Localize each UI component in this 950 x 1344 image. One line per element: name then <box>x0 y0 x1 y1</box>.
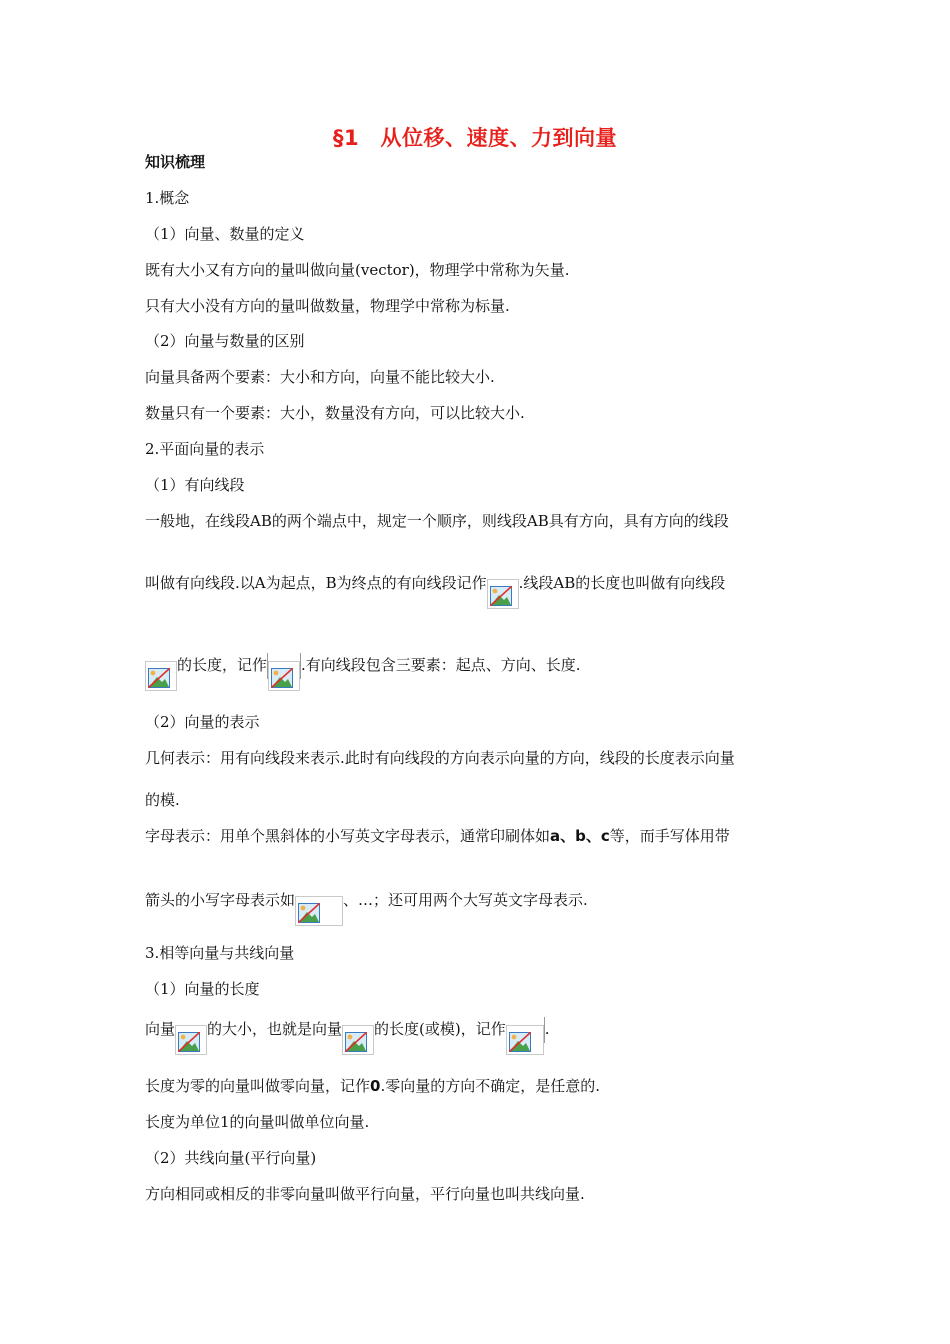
paragraph-text: 叫做有向线段.以A为起点，B为终点的有向线段记作 <box>145 574 487 592</box>
broken-image-icon <box>342 1025 374 1055</box>
section-1-paragraph-1: 既有大小又有方向的量叫做向量(vector)，物理学中常称为矢量. <box>145 261 570 279</box>
paragraph-text: 、…；还可用两个大写英文字母表示. <box>343 891 588 909</box>
broken-image-icon <box>175 1025 207 1055</box>
section-3-paragraph-1 <box>145 1015 550 1045</box>
section-2-sub-2: （2）向量的表示 <box>145 713 260 731</box>
paragraph-text: 等，而手写体用带 <box>609 827 730 845</box>
section-3-paragraph-4: 方向相同或相反的非零向量叫做平行向量，平行向量也叫共线向量. <box>145 1185 585 1203</box>
section-1-sub-2: （2）向量与数量的区别 <box>145 332 305 350</box>
section-3-paragraph-3: 长度为单位1的向量叫做单位向量. <box>145 1113 370 1131</box>
section-2-label: 2.平面向量的表示 <box>145 440 265 458</box>
section-2-paragraph-6 <box>145 825 730 847</box>
paragraph-text: .有向线段包含三要素：起点、方向、长度. <box>301 656 581 674</box>
broken-image-icon <box>487 579 519 609</box>
paragraph-text: 的大小，也就是向量 <box>207 1020 343 1038</box>
paragraph-text: .零向量的方向不确定，是任意的. <box>380 1077 600 1095</box>
section-3-label: 3.相等向量与共线向量 <box>145 944 295 962</box>
paragraph-text: .线段AB的长度也叫做有向线段 <box>518 574 726 592</box>
paragraph-text: 向量 <box>145 1020 176 1038</box>
section-3-paragraph-2 <box>145 1075 600 1097</box>
broken-image-icon <box>295 896 343 926</box>
paragraph-text: 长度为零的向量叫做零向量，记作 <box>145 1077 371 1095</box>
paragraph-text: 的长度，记作 <box>177 656 268 674</box>
section-heading: 知识梳理 <box>145 153 206 171</box>
bold-zero: 0 <box>370 1077 381 1095</box>
broken-image-icon <box>506 1025 544 1055</box>
section-1-sub-1: （1）向量、数量的定义 <box>145 225 305 243</box>
section-2-paragraph-5: 的模. <box>145 791 180 809</box>
section-1-paragraph-2: 只有大小没有方向的量叫做数量，物理学中常称为标量. <box>145 297 510 315</box>
broken-image-icon <box>145 661 177 691</box>
section-2-paragraph-2 <box>145 569 725 599</box>
section-2-sub-1: （1）有向线段 <box>145 476 245 494</box>
paragraph-text: 的长度(或模)，记作 <box>374 1020 506 1038</box>
section-1-paragraph-3: 向量具备两个要素：大小和方向，向量不能比较大小. <box>145 368 495 386</box>
section-1-paragraph-4: 数量只有一个要素：大小，数量没有方向，可以比较大小. <box>145 404 525 422</box>
paragraph-text: 字母表示：用单个黑斜体的小写英文字母表示，通常印刷体如 <box>145 827 551 845</box>
page-title: §1 从位移、速度、力到向量 <box>332 126 618 150</box>
section-3-sub-1: （1）向量的长度 <box>145 980 260 998</box>
section-2-paragraph-3 <box>145 651 581 681</box>
section-1-label: 1.概念 <box>145 189 190 207</box>
section-3-sub-2: （2）共线向量(平行向量) <box>145 1149 317 1167</box>
broken-image-icon <box>268 661 300 691</box>
section-2-paragraph-7 <box>145 886 588 916</box>
section-2-paragraph-1: 一般地，在线段AB的两个端点中，规定一个顺序，则线段AB具有方向，具有方向的线段 <box>145 512 729 530</box>
paragraph-text: 箭头的小写字母表示如 <box>145 891 296 909</box>
bold-letters: a、b、c <box>550 827 610 845</box>
paragraph-text: . <box>544 1020 550 1038</box>
section-2-paragraph-4: 几何表示：用有向线段来表示.此时有向线段的方向表示向量的方向，线段的长度表示向量 <box>145 749 735 767</box>
